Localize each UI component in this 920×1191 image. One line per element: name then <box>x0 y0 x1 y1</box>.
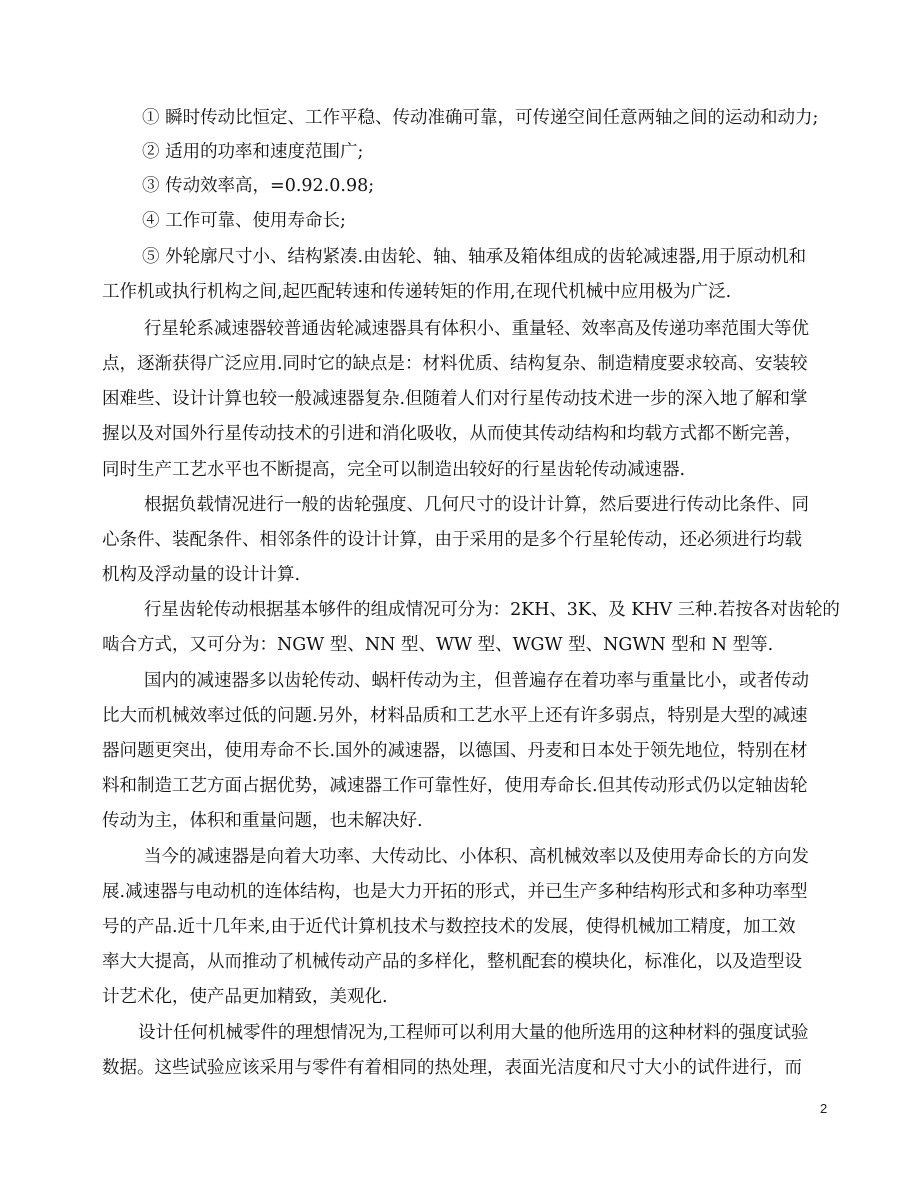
text-line: ③ 传动效率高，=0.92.0.98; <box>142 176 375 196</box>
text-line: 同时生产工艺水平也不断提高，完全可以制造出较好的行星齿轮传动减速器. <box>102 460 686 480</box>
text-line: ② 适用的功率和速度范围广; <box>142 142 364 162</box>
text-line: 困难些、设计计算也较一般减速器复杂.但随着人们对行星传动技术进一步的深入地了解和掌 <box>102 389 808 409</box>
text-line: 率大大提高，从而推动了机械传动产品的多样化，整机配套的模块化，标准化，以及造型设 <box>102 952 802 972</box>
text-line: 啮合方式，又可分为：NGW 型、NN 型、WW 型、WGW 型、NGWN 型和 N 型等. <box>102 635 774 655</box>
text-line: 传动为主，体积和重量问题，也未解决好. <box>102 811 423 831</box>
text-line: ① 瞬时传动比恒定、工作平稳、传动准确可靠，可传递空间任意两轴之间的运动和动力; <box>142 108 819 128</box>
text-line: 料和制造工艺方面占据优势，减速器工作可靠性好，使用寿命长.但其传动形式仍以定轴齿轮 <box>102 776 808 796</box>
text-line: 根据负载情况进行一般的齿轮强度、几何尺寸的设计计算，然后要进行传动比条件、同 <box>144 495 809 515</box>
text-line: 握以及对国外行星传动技术的引进和消化吸收，从而使其传动结构和均载方式都不断完善， <box>102 424 802 444</box>
text-line: 行星轮系减速器较普通齿轮减速器具有体积小、重量轻、效率高及传递功率范围大等优 <box>144 319 809 339</box>
text-line: 设计任何机械零件的理想情况为,工程师可以利用大量的他所选用的这种材料的强度试验 <box>138 1023 809 1043</box>
text-line: 数据。这些试验应该采用与零件有着相同的热处理，表面光洁度和尺寸大小的试件进行，而 <box>102 1058 802 1078</box>
text-line: 工作机或执行机构之间,起匹配转速和传递转矩的作用,在现代机械中应用极为广泛. <box>102 282 732 302</box>
text-line: 行星齿轮传动根据基本够件的组成情况可分为：2KH、3K、及 KHV 三种.若按各对齿轮的 <box>144 600 840 620</box>
text-line: 心条件、装配条件、相邻条件的设计计算，由于采用的是多个行星轮传动，还必须进行均载 <box>102 530 802 550</box>
text-line: 计艺术化，使产品更加精致，美观化. <box>102 987 388 1007</box>
text-line: 号的产品.近十几年来,由于近代计算机技术与数控技术的发展，使得机械加工精度，加工效 <box>102 917 796 937</box>
text-line: 器问题更突出，使用寿命不长.国外的减速器，以德国、丹麦和日本处于领先地位，特别在材 <box>102 741 808 761</box>
text-line: ④ 工作可靠、使用寿命长; <box>142 211 346 231</box>
text-line: 国内的减速器多以齿轮传动、蜗杆传动为主，但普遍存在着功率与重量比小，或者传动 <box>144 671 809 691</box>
page-number: 2 <box>820 1101 828 1116</box>
text-line: 点，逐渐获得广泛应用.同时它的缺点是：材料优质、结构复杂、制造精度要求较高、安装较 <box>102 354 808 374</box>
text-line: 展.减速器与电动机的连体结构，也是大力开拓的形式，并已生产多种结构形式和多种功率型 <box>102 882 808 902</box>
text-line: 当今的减速器是向着大功率、大传动比、小体积、高机械效率以及使用寿命长的方向发 <box>144 847 809 867</box>
text-line: 机构及浮动量的设计计算. <box>102 565 301 585</box>
text-line: ⑤ 外轮廓尺寸小、结构紧凑.由齿轮、轴、轴承及箱体组成的齿轮减速器,用于原动机和 <box>142 247 807 267</box>
text-line: 比大而机械效率过低的问题.另外，材料品质和工艺水平上还有许多弱点，特别是大型的减速 <box>102 706 808 726</box>
